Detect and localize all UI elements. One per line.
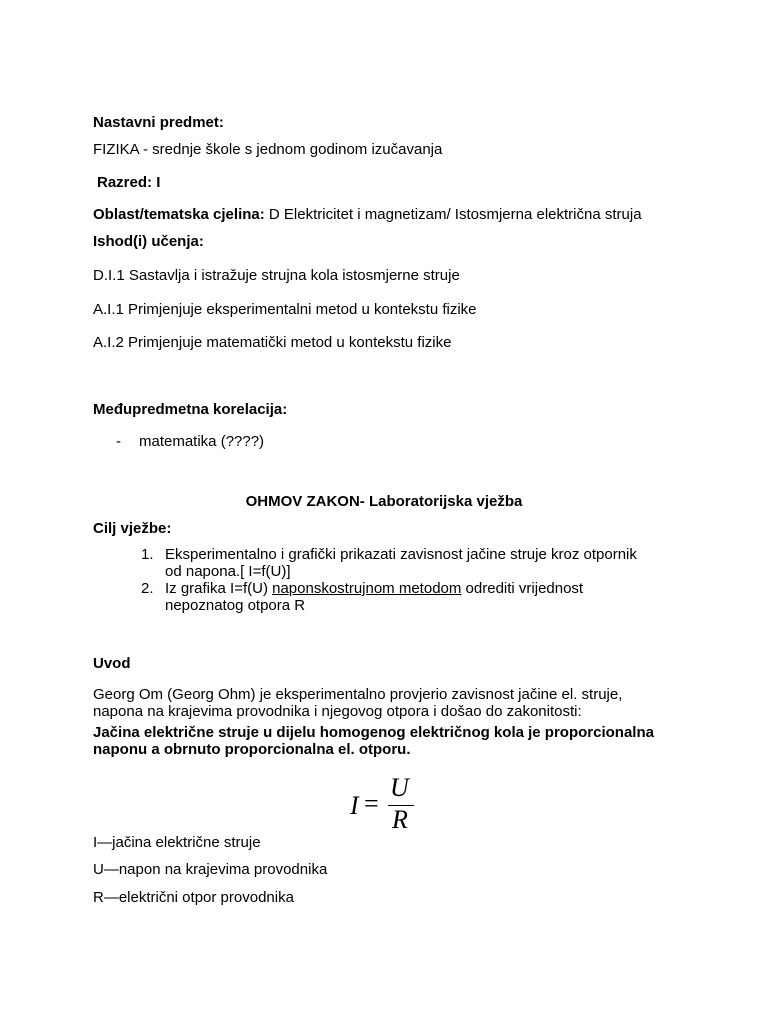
ohm-formula — [350, 775, 430, 837]
formula-equals: = — [364, 789, 379, 818]
goal-text-part: Iz grafika I=f(U) — [165, 580, 273, 597]
intro-paragraph: napona na krajevima provodnika i njegovog otpora i došao do zakonitosti: — [93, 703, 582, 720]
goal-text-part: odrediti vrijednost — [461, 580, 584, 597]
area-label: Oblast/tematska cjelina: — [93, 206, 265, 223]
intro-label: Uvod — [93, 655, 131, 672]
goal-number: 1. — [141, 546, 154, 563]
outcome-item: A.I.1 Primjenjuje eksperimentalni metod u kontekstu fizike — [93, 301, 477, 318]
goal-text: nepoznatog otpora R — [165, 597, 306, 614]
goal-text — [165, 580, 583, 598]
formula-current: I — [350, 791, 359, 820]
legend-item: I—jačina električne struje — [93, 834, 261, 851]
grade-line — [97, 174, 160, 192]
grade-value: I — [156, 174, 161, 191]
law-statement: Jačina električne struje u dijelu homogenog električnog kola je proporcionalna — [93, 724, 654, 741]
area-value: D Elektricitet i magnetizam/ Istosmjerna električna struja — [264, 206, 642, 223]
goal-label: Cilj vježbe: — [93, 520, 172, 537]
formula-voltage: U — [390, 773, 409, 802]
outcome-item: A.I.2 Primjenjuje matematički metod u kontekstu fizike — [93, 334, 452, 351]
goal-text: Eksperimentalno i grafički prikazati zavisnost jačine struje kroz otpornik — [165, 546, 637, 563]
exercise-title: OHMOV ZAKON- Laboratorijska vježba — [245, 493, 523, 510]
legend-item: U—napon na krajevima provodnika — [93, 861, 328, 878]
method-term: naponskostrujnom metodom — [272, 580, 462, 597]
subject-label: Nastavni predmet: — [93, 114, 224, 131]
area-line — [93, 206, 642, 224]
correlation-item: matematika (????) — [139, 433, 265, 450]
goal-number: 2. — [141, 580, 154, 597]
outcome-item: D.I.1 Sastavlja i istražuje strujna kola istosmjerne struje — [93, 267, 460, 284]
grade-label: Razred: — [97, 174, 153, 191]
correlation-label: Međupredmetna korelacija: — [93, 401, 288, 418]
goal-text: od napona.[ I=f(U)] — [165, 563, 291, 580]
correlation-bullet: - — [116, 433, 121, 450]
outcomes-label: Ishod(i) učenja: — [93, 233, 204, 250]
legend-item: R—električni otpor provodnika — [93, 889, 294, 906]
intro-paragraph: Georg Om (Georg Ohm) je eksperimentalno provjerio zavisnost jačine el. struje, — [93, 686, 623, 703]
law-statement: naponu a obrnuto proporcionalna el. otporu. — [93, 741, 411, 758]
formula-resistance: R — [392, 805, 408, 834]
subject-value: FIZIKA - srednje škole s jednom godinom izučavanja — [93, 141, 443, 158]
